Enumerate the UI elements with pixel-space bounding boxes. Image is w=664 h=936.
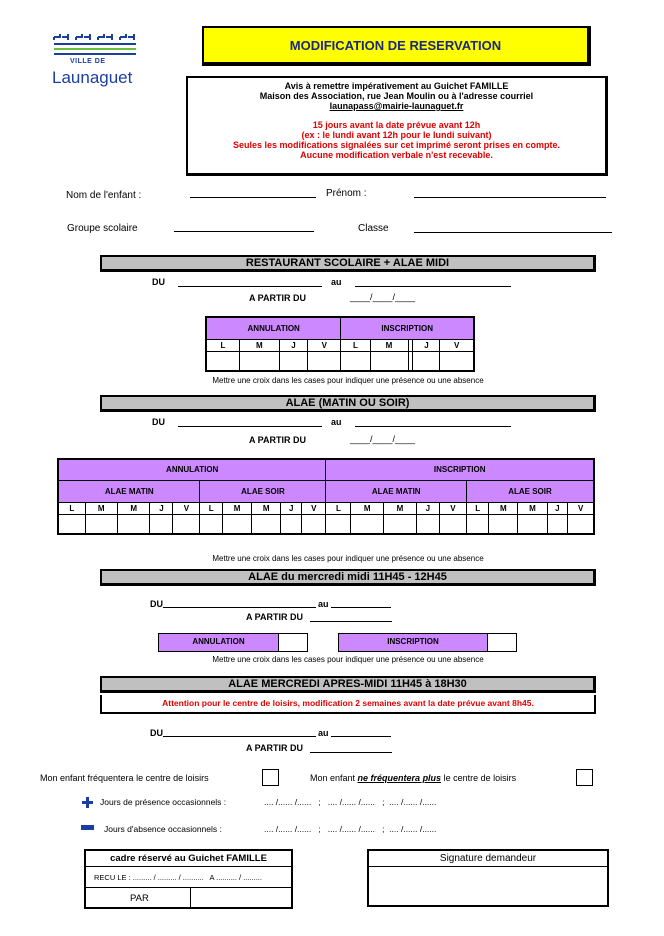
nom-input[interactable] [190,197,316,198]
s1-day: M [370,339,408,351]
signature-title [369,851,607,867]
s2-annulation-header: ANNULATION [58,459,326,480]
plus-icon [82,797,93,808]
s1-checkbox-cell[interactable] [440,351,474,371]
s3-inscription-label [338,633,488,652]
s2-grid [57,458,595,535]
s2-checkbox-cell[interactable] [439,514,466,534]
s3-annulation-label [158,633,279,652]
minus-icon [81,825,94,830]
guichet-recu[interactable]: RECU LE : ......... / ......... / .......... A .......... / ......... [94,873,262,882]
s1-apartir-label: A PARTIR DU [249,293,306,303]
s1-checkbox-cell[interactable] [413,351,440,371]
s3-apartir-input[interactable] [310,621,392,622]
notice-line1: Avis à remettre impérativement au Guichet FAMILLE [284,81,509,91]
s4-au-input[interactable] [331,736,391,737]
s1-checkbox-cell[interactable] [206,351,239,371]
s2-day: M [489,502,518,514]
s3-apartir-label: A PARTIR DU [246,612,303,622]
notice-email[interactable]: launapass@mairie-launaguet.fr [329,101,464,111]
s2-checkbox-cell[interactable] [466,514,488,534]
s4-apartir-input[interactable] [310,752,392,753]
s4-warning [100,695,596,714]
s2-day: M [384,502,417,514]
s2-au-input[interactable] [355,426,511,427]
s1-day: V [440,339,474,351]
s2-checkbox-cell[interactable] [117,514,149,534]
s2-au-label: au [331,417,342,427]
s2-checkbox-cell[interactable] [58,514,85,534]
s1-instructions: Mettre une croix dans les cases pour indiquer une présence ou une absence [212,376,484,385]
section-mercredi-aprem-title: ALAE MERCREDI APRES-MIDI 11H45 à 18H30 [228,678,467,690]
groupe-input[interactable] [174,231,314,232]
s2-day: M [85,502,117,514]
s2-day: J [416,502,439,514]
freq-non-emph: ne fréquentera plus [357,773,442,783]
notice-red3: Seules les modifications signalées sur cet imprimé seront prises en compte. [232,140,561,150]
s2-day: L [58,502,85,514]
s3-annulation-text: ANNULATION [192,637,245,646]
s2-checkbox-cell[interactable] [85,514,117,534]
s3-inscription-text: INSCRIPTION [387,637,439,646]
s2-checkbox-cell[interactable] [351,514,384,534]
prenom-input[interactable] [414,197,606,198]
s2-day: M [222,502,251,514]
guichet-par-divider [190,887,191,907]
s2-checkbox-cell[interactable] [252,514,281,534]
s1-au-label: au [331,277,342,287]
guichet-title-text: cadre réservé au Guichet FAMILLE [110,853,267,864]
s3-instructions: Mettre une croix dans les cases pour indiquer une présence ou une absence [212,655,484,664]
section-mercredi-aprem-header [100,676,596,693]
freq-oui-label: Mon enfant fréquentera le centre de loisirs [40,773,209,783]
s2-insc-soir: ALAE SOIR [466,480,594,502]
section-mercredi-midi-title: ALAE du mercredi midi 11H45 - 12H45 [248,571,447,583]
guichet-box [84,849,293,909]
signature-title-text: Signature demandeur [439,853,537,864]
notice-red2: (ex : le lundi avant 12h pour le lundi suivant) [301,130,492,140]
s1-inscription-header: INSCRIPTION [341,317,474,339]
s4-apartir-label: A PARTIR DU [246,743,303,753]
prenom-label: Prénom : [326,188,367,199]
s2-day: M [117,502,149,514]
s4-warning-text: Attention pour le centre de loisirs, modification 2 semaines avant la date prévue avant 8h45. [162,698,534,708]
notice-red1: 15 jours avant la date prévue avant 12h [312,120,481,130]
section-alae-title: ALAE (MATIN OU SOIR) [285,397,410,409]
s2-day: J [547,502,568,514]
section-restaurant-header [100,255,596,272]
s2-day: J [281,502,302,514]
s2-checkbox-cell[interactable] [326,514,351,534]
s3-du-input[interactable] [163,607,316,608]
s4-du-input[interactable] [163,736,316,737]
s2-annul-matin: ALAE MATIN [58,480,200,502]
s3-au-label: au [318,599,329,609]
section-restaurant-title: RESTAURANT SCOLAIRE + ALAE MIDI [245,257,450,269]
signature-box[interactable] [367,849,609,907]
nom-label: Nom de l'enfant : [66,190,142,201]
s1-day: M [239,339,279,351]
guichet-divider [86,887,291,888]
s2-du-input[interactable] [178,426,322,427]
s2-checkbox-cell[interactable] [416,514,439,534]
s3-annulation-checkbox[interactable] [278,633,308,652]
notice-red4: Aucune modification verbale n'est recevable. [300,150,493,160]
s4-au-label: au [318,728,329,738]
s2-day: V [439,502,466,514]
page-title-text: MODIFICATION DE RESERVATION [289,38,502,53]
s2-day: M [252,502,281,514]
s1-checkbox-cell[interactable] [308,351,341,371]
s2-apartir-label: A PARTIR DU [249,435,306,445]
s2-checkbox-cell[interactable] [302,514,326,534]
s2-instructions: Mettre une croix dans les cases pour indiquer une présence ou une absence [212,554,484,563]
s1-checkbox-cell[interactable] [370,351,408,371]
s1-grid [205,316,475,372]
presence-label: Jours de présence occasionnels : [100,797,227,807]
s2-day: V [302,502,326,514]
s2-day: L [326,502,351,514]
freq-oui-checkbox[interactable] [262,769,279,786]
s2-annul-soir: ALAE SOIR [200,480,326,502]
s2-checkbox-cell[interactable] [173,514,200,534]
notice-line2: Maison des Association, rue Jean Moulin ou à l'adresse courriel [259,91,534,101]
s2-checkbox-cell[interactable] [281,514,302,534]
s1-day: J [413,339,440,351]
s2-checkbox-cell[interactable] [518,514,547,534]
freq-non-prefix: Mon enfant [310,773,356,783]
s2-apartir-date[interactable]: ____/____/____ [350,434,416,444]
s1-apartir-date[interactable]: ____/____/____ [350,292,416,302]
s1-day: V [308,339,341,351]
section-alae-header [100,395,596,412]
s1-checkbox-cell[interactable] [239,351,279,371]
s4-du-label: DU [150,728,163,738]
s2-checkbox-cell[interactable] [200,514,222,534]
freq-non-label [310,773,516,783]
s2-day: V [568,502,594,514]
s3-du-label: DU [150,599,163,609]
s2-day: L [466,502,488,514]
classe-label: Classe [358,223,389,234]
s2-day: M [351,502,384,514]
s1-du-input[interactable] [178,286,322,287]
s2-day: V [173,502,200,514]
s1-checkbox-cell[interactable] [341,351,370,371]
s2-checkbox-cell[interactable] [489,514,518,534]
page-title [202,26,591,66]
s1-day: J [279,339,307,351]
s2-day: J [150,502,173,514]
s2-checkbox-cell[interactable] [150,514,173,534]
s3-au-input[interactable] [331,607,391,608]
s2-insc-matin: ALAE MATIN [326,480,467,502]
s1-annulation-header: ANNULATION [206,317,341,339]
logo [52,32,138,92]
logo-name: Launaguet [52,68,133,87]
s2-du-label: DU [152,417,165,427]
s2-day: M [518,502,547,514]
s2-checkbox-cell[interactable] [222,514,251,534]
freq-non-checkbox[interactable] [576,769,593,786]
guichet-par: PAR [130,893,149,904]
classe-input[interactable] [414,232,612,233]
s2-checkbox-cell[interactable] [384,514,417,534]
s1-au-input[interactable] [355,286,511,287]
freq-non-suffix: le centre de loisirs [443,773,517,783]
s2-checkbox-cell[interactable] [568,514,594,534]
s1-checkbox-cell[interactable] [279,351,307,371]
s2-inscription-header: INSCRIPTION [326,459,594,480]
logo-ville-de: VILLE DE [70,58,106,65]
notice-box [186,76,608,176]
s2-day: L [200,502,222,514]
s1-day: L [341,339,370,351]
groupe-label: Groupe scolaire [67,223,138,234]
s3-inscription-checkbox[interactable] [487,633,517,652]
absence-dates[interactable]: .... /...... /...... ; .... /...... /...... ; .... /...... /...... [264,824,437,834]
s1-day: L [206,339,239,351]
s2-checkbox-cell[interactable] [547,514,568,534]
logo-castle-icon [52,32,138,56]
section-mercredi-midi-header [100,569,596,586]
guichet-title [86,851,291,867]
s1-du-label: DU [152,277,165,287]
absence-label: Jours d'absence occasionnels : [104,824,222,834]
presence-dates[interactable]: .... /...... /...... ; .... /...... /...... ; .... /...... /...... [264,797,437,807]
